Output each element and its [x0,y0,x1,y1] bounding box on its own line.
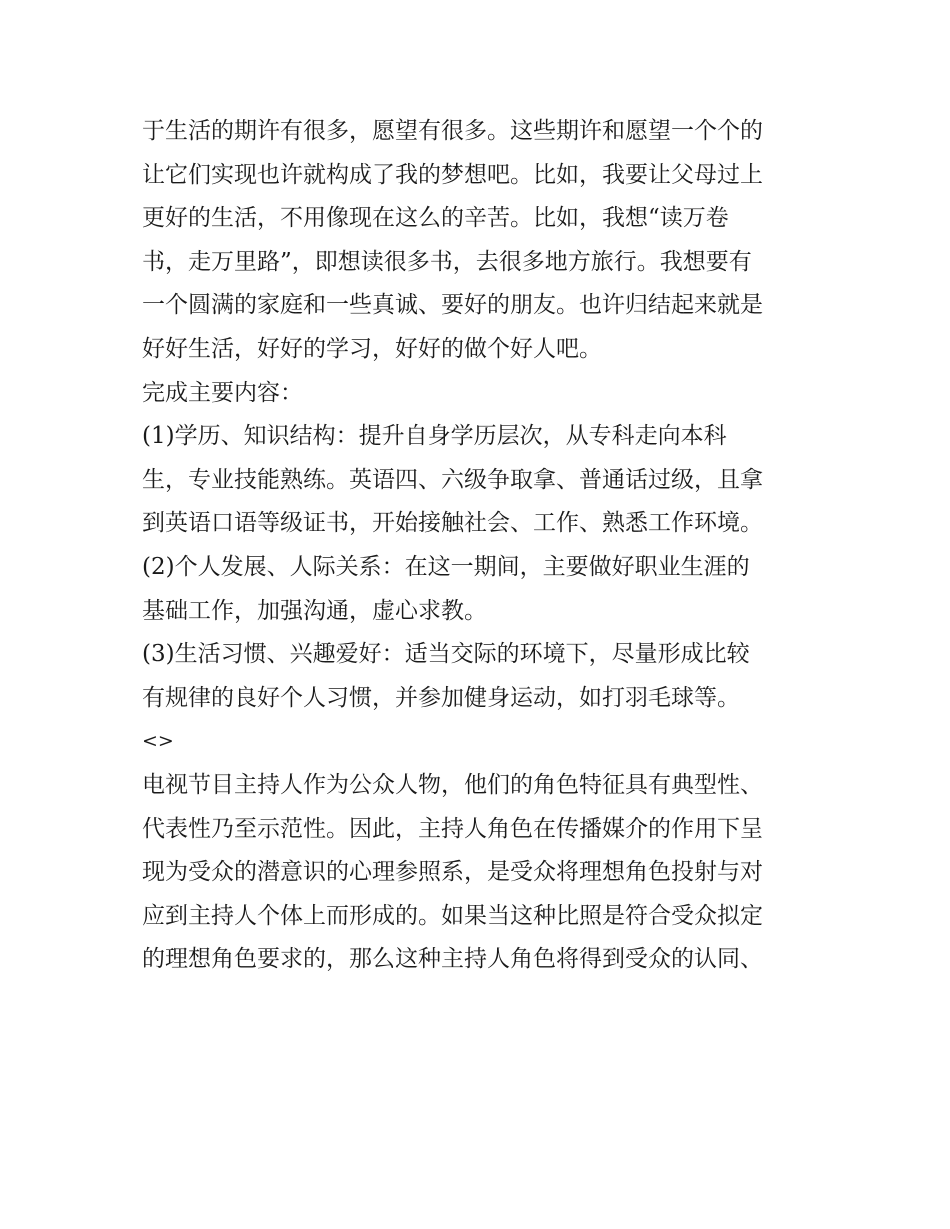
text-line: 的理想角色要求的，那么这种主持人角色将得到受众的认同、 [142,946,763,973]
section-heading: 完成主要内容： [142,379,303,406]
text-line: 基础工作，加强沟通，虚心求教。 [142,597,487,624]
text-line: 于生活的期许有很多，愿望有很多。这些期许和愿望一个个的 [142,118,763,144]
separator-marker: <> [142,730,174,753]
document-body [142,110,822,982]
text-line: 到英语口语等级证书，开始接触社会、工作、熟悉工作环境。 [142,510,763,537]
text-line: 现为受众的潜意识的心理参照系，是受众将理想角色投射与对 [142,859,763,886]
text-line: 更好的生活，不用像现在这么的辛苦。比如，我想“读万卷 [142,205,729,232]
text-line: 书，走万里路”，即想读很多书，去很多地方旅行。我想要有 [142,248,752,275]
text-line: 代表性乃至示范性。因此，主持人角色在传播媒介的作用下呈 [142,815,763,842]
text-line: 一个圆满的家庭和一些真诚、要好的朋友。也许归结起来就是 [142,292,763,319]
text-line: 应到主持人个体上而形成的。如果当这种比照是符合受众拟定 [142,902,763,929]
list-item-3: (3)生活习惯、兴趣爱好：适当交际的环境下，尽量形成比较 [142,641,750,668]
list-item-1: (1)学历、知识结构：提升自身学历层次，从专科走向本科 [142,423,727,450]
text-line: 有规律的良好个人习惯，并参加健身运动，如打羽毛球等。 [142,684,740,711]
text-line: 生，专业技能熟练。英语四、六级争取拿、普通话过级，且拿 [142,466,763,493]
text-line: 让它们实现也许就构成了我的梦想吧。比如，我要让父母过上 [142,161,763,188]
list-item-2: (2)个人发展、人际关系：在这一期间，主要做好职业生涯的 [142,553,750,580]
text-line: 好好生活，好好的学习，好好的做个好人吧。 [142,335,602,362]
text-line: 电视节目主持人作为公众人物，他们的角色特征具有典型性、 [142,771,763,798]
